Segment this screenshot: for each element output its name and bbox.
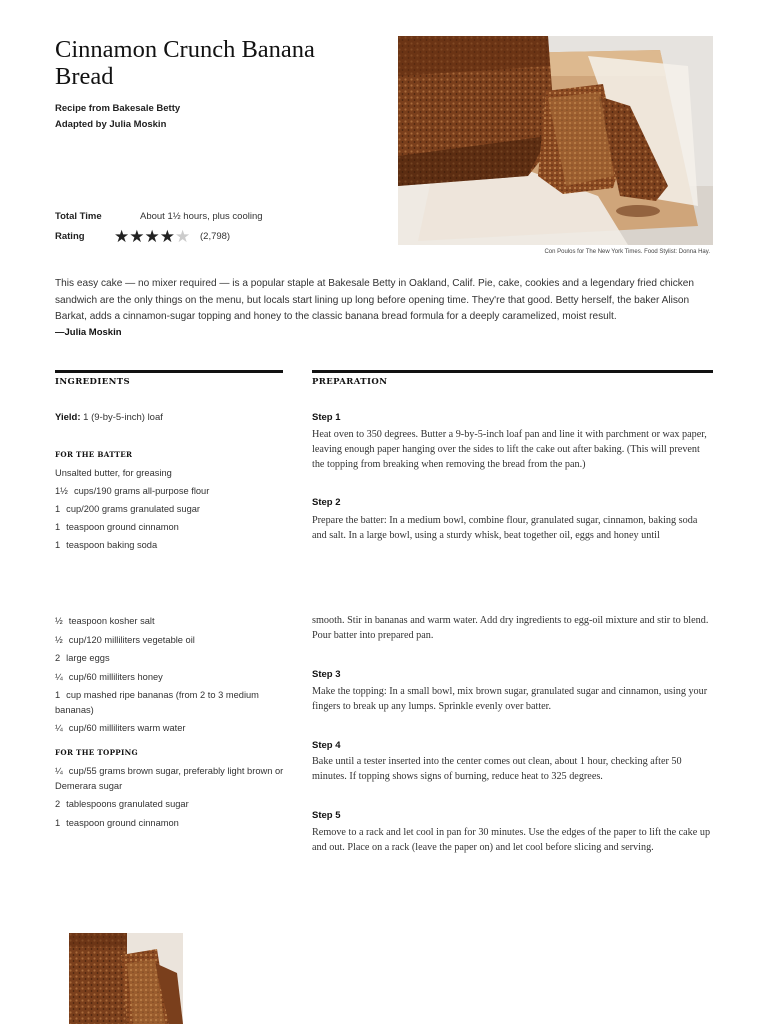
ingredient-text: large eggs xyxy=(66,653,110,663)
ingredient-list-batter-a xyxy=(55,466,285,556)
rating-label: Rating xyxy=(55,231,85,242)
ingredient-text: cup/60 milliliters warm water xyxy=(68,723,186,733)
ingredient-item xyxy=(55,538,285,556)
ingredient-item xyxy=(55,764,285,793)
ingredient-item xyxy=(55,633,285,648)
step-2-label: Step 2 xyxy=(312,497,341,508)
rating-stars[interactable] xyxy=(114,228,190,246)
step-2-text-continued: smooth. Stir in bananas and warm water. Add dry ingredients to egg-oil mixture and stir to blend. Pour batter into prepared pan. xyxy=(312,615,709,641)
ingredient-item xyxy=(55,670,285,685)
step-2-text: Prepare the batter: In a medium bowl, combine flour, granulated sugar, cinnamon, baking soda and salt. In a large bowl, using a sturdy whisk, beat together oil, eggs and honey until xyxy=(312,515,698,541)
star-icon[interactable]: ★ xyxy=(129,227,145,246)
step-3-label: Step 3 xyxy=(312,669,341,680)
ingredient-item xyxy=(55,502,285,520)
step-4-text: Bake until a tester inserted into the center comes out clean, about 1 hour, checking after 50 minutes. If topping shows signs of burning, reduce heat to 325 degrees. xyxy=(312,756,682,782)
ingredient-qty: ¼ xyxy=(55,671,63,682)
ingredient-text: cup/55 grams brown sugar, preferably light brown or Demerara sugar xyxy=(55,766,284,791)
ingredient-text: cup/200 grams granulated sugar xyxy=(66,504,201,514)
ingredient-text: teaspoon baking soda xyxy=(66,540,158,550)
ingredient-item xyxy=(55,816,285,831)
total-time-value: About 1½ hours, plus cooling xyxy=(140,211,263,222)
ingredient-qty: ¼ xyxy=(55,766,63,776)
ingredient-item xyxy=(55,520,285,538)
ingredient-list-batter-b xyxy=(55,614,285,740)
ingredient-item xyxy=(55,614,285,629)
ingredient-text: cup/120 milliliters vegetable oil xyxy=(68,634,195,645)
batter-heading: FOR THE BATTER xyxy=(55,450,133,459)
ingredient-text: cup mashed ripe bananas (from 2 to 3 medium bananas) xyxy=(55,690,259,715)
ingredient-qty: 1 xyxy=(55,504,61,514)
ingredient-qty: 2 xyxy=(55,799,61,809)
preparation-heading: PREPARATION xyxy=(312,377,388,387)
banana-bread-photo xyxy=(398,36,713,245)
ingredient-item xyxy=(55,721,285,736)
recipe-adapted-by[interactable]: Adapted by Julia Moskin xyxy=(55,119,167,130)
ingredient-item xyxy=(55,484,285,502)
ingredient-qty: 1 xyxy=(55,522,61,532)
ingredient-text: cup/60 milliliters honey xyxy=(68,671,163,682)
step-3-text: Make the topping: In a small bowl, mix brown sugar, granulated sugar and cinnamon, using your fingers to break up any lumps. Sprinkle evenly over batter. xyxy=(312,686,708,712)
star-icon[interactable]: ★ xyxy=(144,227,160,246)
star-icon[interactable]: ★ xyxy=(114,227,130,246)
step-1-text: Heat oven to 350 degrees. Butter a 9-by-5-inch loaf pan and line it with parchment or wax paper, leaving enough paper hanging over the sides to lift the cake out after baking. (This will prevent the topping from breaking when removing the bread from the pan.) xyxy=(312,429,707,470)
ingredient-text: teaspoon kosher salt xyxy=(68,616,155,626)
star-icon[interactable]: ★ xyxy=(175,227,191,246)
thumbnail-photo[interactable] xyxy=(69,933,183,1024)
banana-bread-thumbnail xyxy=(69,933,183,1024)
recipe-source: Recipe from Bakesale Betty xyxy=(55,103,181,114)
ingredient-text: cups/190 grams all-purpose flour xyxy=(73,486,210,496)
hero-photo xyxy=(398,36,713,245)
rating-count[interactable]: (2,798) xyxy=(200,231,231,242)
photo-credit: Con Poulos for The New York Times. Food Stylist: Donna Hay. xyxy=(544,249,710,255)
step-4-label: Step 4 xyxy=(312,740,341,751)
ingredient-qty: ¼ xyxy=(55,723,63,733)
ingredient-list-topping xyxy=(55,764,285,834)
ingredient-qty: ½ xyxy=(55,634,63,645)
ingredient-qty: 1 xyxy=(55,817,61,828)
intro-author[interactable]: —Julia Moskin xyxy=(55,327,122,338)
ingredient-text: teaspoon ground cinnamon xyxy=(66,817,179,828)
ingredient-qty: 1½ xyxy=(55,486,68,496)
recipe-intro: This easy cake — no mixer required — is a popular staple at Bakesale Betty in Oakland, Calif. Pie, cake, cookies and a legendary fried chicken sandwich are the only things on the menu, but locals start lining up long before opening time. They're that good. Betty herself, the baker Alison Barkat, adds a cinnamon-sugar topping and honey to the classic banana bread formula for a deeply caramelized, moist result. xyxy=(55,278,695,322)
ingredients-heading: INGREDIENTS xyxy=(55,377,131,387)
recipe-yield xyxy=(55,412,163,423)
step-5-text: Remove to a rack and let cool in pan for 30 minutes. Use the edges of the paper to lift the cake up and out. Place on a rack (leave the paper on) and let cool before slicing and serving. xyxy=(312,827,711,853)
ingredient-text: teaspoon ground cinnamon xyxy=(66,522,179,532)
ingredient-item xyxy=(55,466,285,484)
preparation-rule xyxy=(312,370,713,373)
ingredient-text: tablespoons granulated sugar xyxy=(66,799,189,809)
ingredient-qty: ½ xyxy=(55,616,63,626)
ingredient-text: Unsalted butter, for greasing xyxy=(55,468,172,478)
yield-label: Yield: xyxy=(55,412,81,423)
ingredient-qty: 1 xyxy=(55,690,61,700)
ingredient-qty: 2 xyxy=(55,653,61,663)
topping-heading: FOR THE TOPPING xyxy=(55,748,138,757)
ingredient-item xyxy=(55,651,285,666)
ingredients-rule xyxy=(55,370,283,373)
recipe-title: Cinnamon Crunch Banana Bread xyxy=(55,36,315,90)
star-icon[interactable]: ★ xyxy=(159,227,175,246)
ingredient-item xyxy=(55,688,285,717)
ingredient-item xyxy=(55,797,285,812)
total-time-label: Total Time xyxy=(55,211,102,222)
ingredient-qty: 1 xyxy=(55,540,61,550)
step-1-label: Step 1 xyxy=(312,412,341,423)
yield-value: 1 (9-by-5-inch) loaf xyxy=(83,412,163,423)
step-5-label: Step 5 xyxy=(312,810,341,821)
